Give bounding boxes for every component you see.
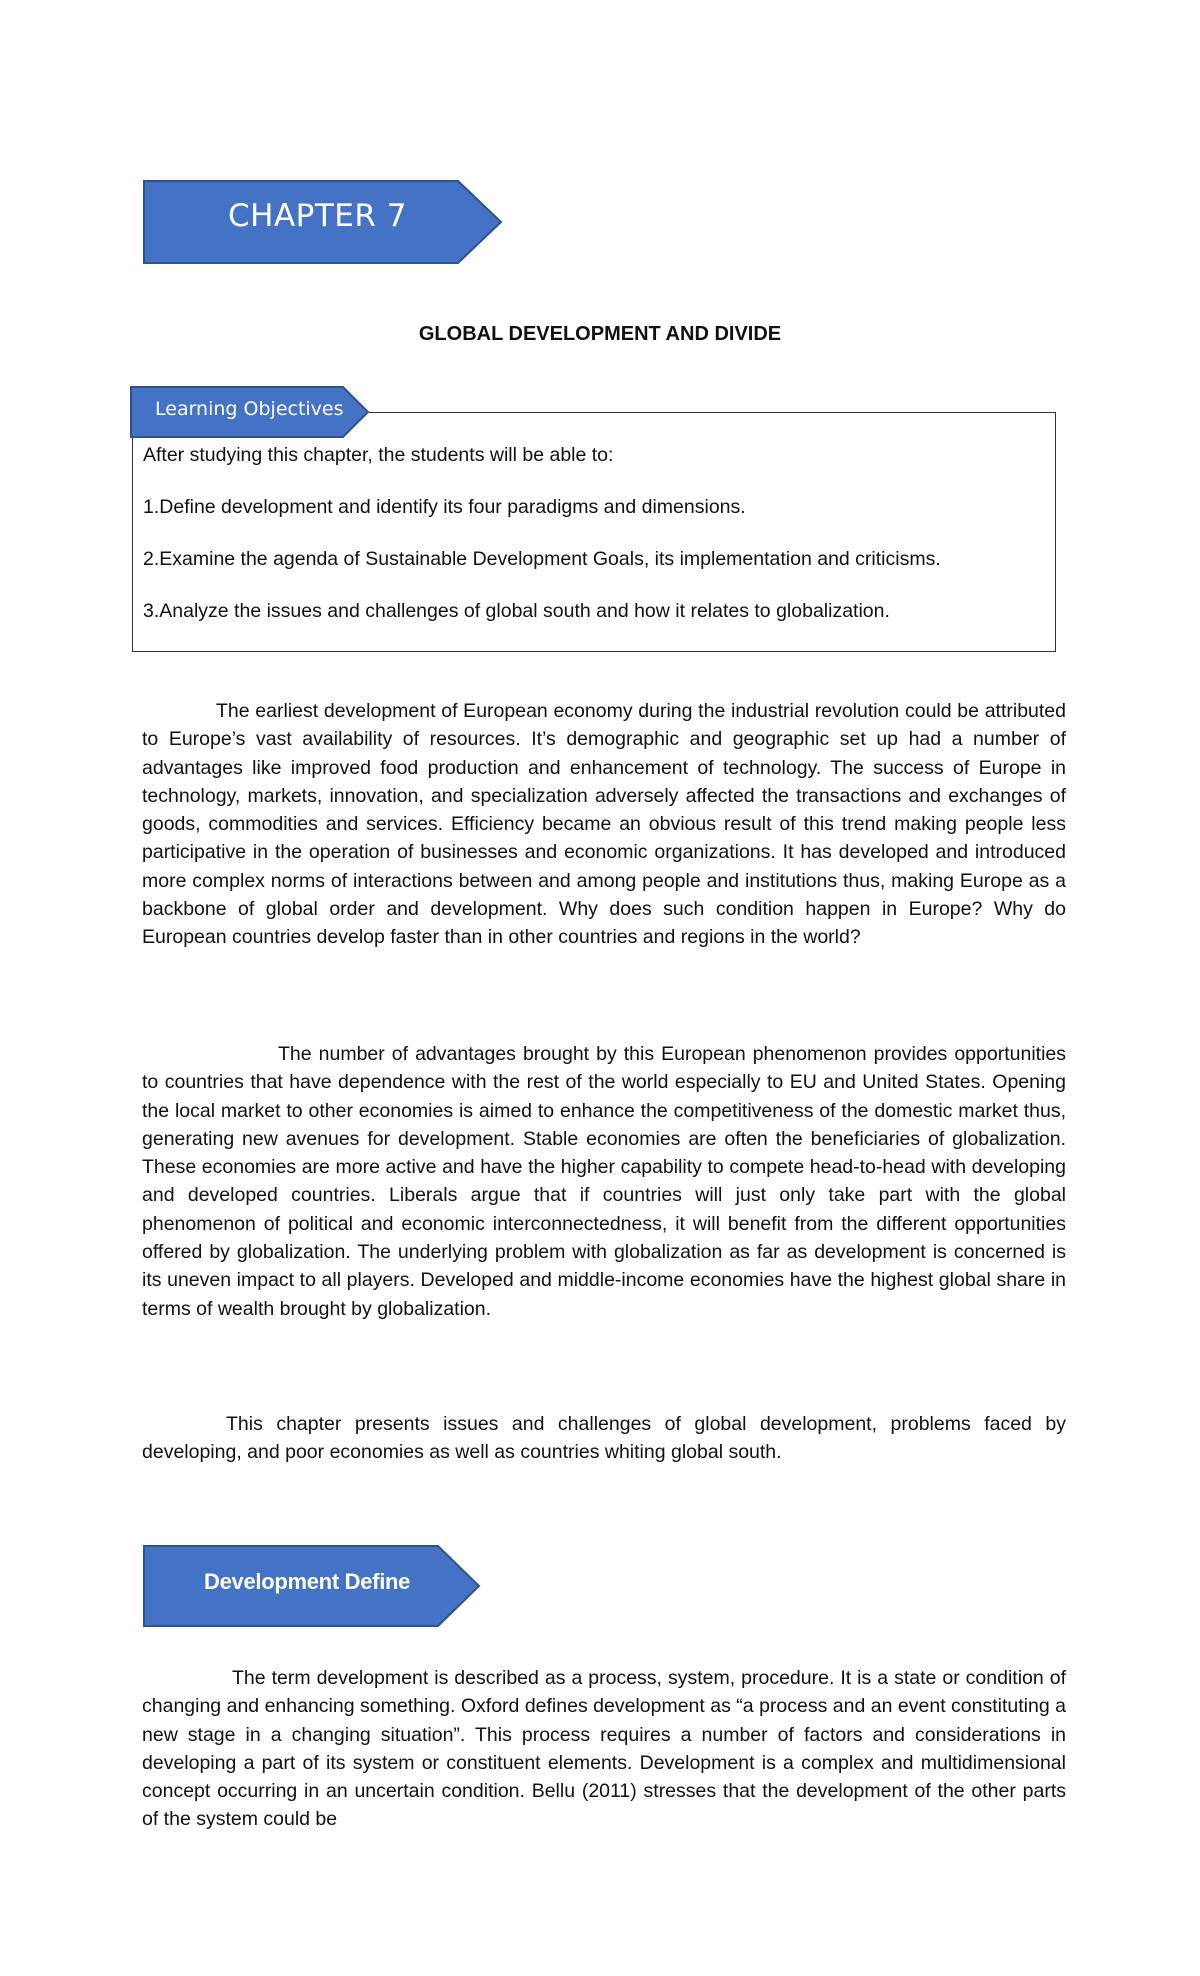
learning-objectives-tag [130,386,370,438]
body-paragraph: The number of advantages brought by this European phenomenon provides opportunities to countries that have dependence with the rest of the world especially to EU and United States. Opening the local market to other economies is aimed to enhance the competitiveness of the domestic market thus, generating new avenues for development. Stable economies are often the beneficiaries of globalization. These economies are more active and have the higher capability to compete head-to-head with developing and developed countries. Liberals argue that if countries will just only take part with the global phenomenon of political and economic interconnectedness, it will benefit from the different opportunities offered by globalization. The underlying problem with globalization as far as development is concerned is its uneven impact to all players. Developed and middle-income economies have the highest global share in terms of wealth brought by globalization. [142,1043,1066,1320]
objective-item: 1.Define development and identify its four paradigms and dimensions. [143,496,746,518]
learning-objectives-box [132,412,1056,652]
body-paragraph: This chapter presents issues and challenges of global development, problems faced by developing, and poor economies as well as countries whiting global south. [142,1413,1066,1464]
chapter-title: GLOBAL DEVELOPMENT AND DIVIDE [418,323,782,345]
section-label: Development Define [204,1569,411,1594]
objective-item: 3.Analyze the issues and challenges of global south and how it relates to globalization. [143,600,890,622]
section-banner [143,1545,481,1627]
section-paragraph: The term development is described as a process, system, procedure. It is a state or condition of changing and enhancing something. Oxford defines development as “a process and an event constituting a new stage in a changing situation”. This process requires a number of factors and considerations in developing a part of its system or constituent elements. Development is a complex and multidimensional concept occurring in an uncertain condition. Bellu (2011) stresses that the development of the other parts of the system could be [142,1667,1066,1831]
learning-objectives-label: Learning Objectives [155,398,344,420]
chapter-label: CHAPTER 7 [228,198,407,234]
objectives-intro: After studying this chapter, the students will be able to: [143,444,614,466]
chapter-banner [143,180,503,264]
objective-item: 2.Examine the agenda of Sustainable Development Goals, its implementation and criticisms. [143,548,941,570]
body-paragraph: The earliest development of European economy during the industrial revolution could be attributed to Europe’s vast availability of resources. It’s demographic and geographic set up had a number of advantages like improved food production and enhancement of technology. The success of Europe in technology, markets, innovation, and specialization adversely affected the transactions and exchanges of goods, commodities and services. Efficiency became an obvious result of this trend making people less participative in the operation of businesses and economic organizations. It has developed and introduced more complex norms of interactions between and among people and institutions thus, making Europe as a backbone of global order and development. Why does such condition happen in Europe? Why do European countries develop faster than in other countries and regions in the world? [142,700,1066,949]
